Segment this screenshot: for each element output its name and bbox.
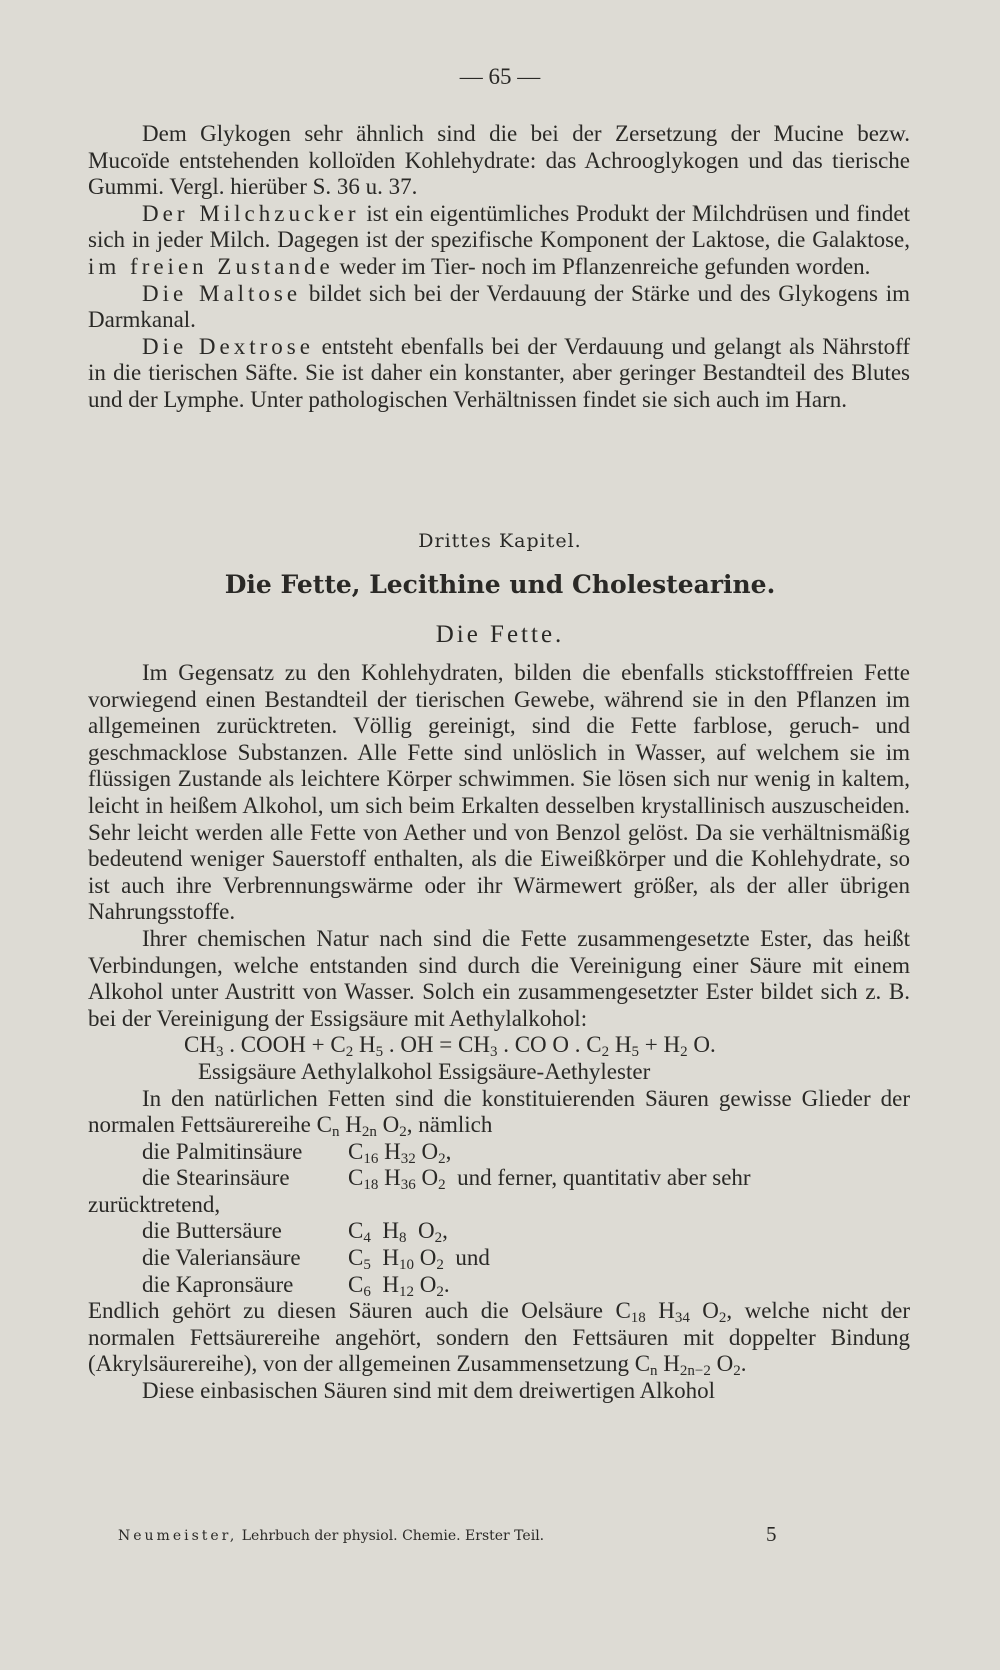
text-segment: entsteht ebenfalls bei der Verdauung und gelangt als Nährstoff in die tierischen Säfte. Sie ist daher ein konstanter, aber geringer Bestandteil des Blutes und der Lymphe. Unter pathologischen Verhältnissen findet sie sich auch im Harn.	[88, 333, 910, 412]
term-dextrose: Die Dextrose	[142, 333, 314, 359]
chapter-title: Die Fette, Lecithine und Cholestearine.	[224, 570, 776, 599]
paragraph-chemische-natur: Ihrer chemischen Natur nach sind die Fette zusammengesetzte Ester, das heißt Verbindungen, welche entstanden sind durch die Vereinigung einer Säure mit einem Alkohol unter Austritt von Wasser. Solch ein zusammengesetzter Ester bildet sich z. B. bei der Vereinigung der Essigsäure mit Aethylalkohol:	[88, 925, 910, 1031]
acid-stearin: die Stearinsäure $C_{18}$ $H_{36}$ $O_2$ und ferner, quantitativ aber sehr	[142, 1165, 751, 1194]
main-text-block	[88, 660, 910, 1405]
paragraph-milchzucker	[88, 201, 910, 281]
acid-valerian: die Valeriansäure $C_5$ $H_{10}$ $O_2$ und	[142, 1245, 490, 1274]
top-text-block	[88, 121, 910, 414]
section-title: Die Fette.	[435, 621, 565, 648]
footer-book-title: Lehrbuch der physiol. Chemie. Erster Teil.	[241, 1528, 545, 1544]
text-segment: , welche nicht der normalen Fettsäurereihe angehört, sondern den Fettsäuren mit doppelter Bindung (Akrylsäurereihe), von der allgemeinen Zusammensetzung	[88, 1298, 910, 1377]
acid-name: die Kapronsäure	[142, 1271, 294, 1297]
text-segment: In den natürlichen Fetten sind die konstituierenden Säuren gewisse Glieder der normalen Fettsäurereihe	[88, 1085, 910, 1138]
page-number: — 65 —	[459, 64, 541, 89]
text-segment: und	[455, 1245, 490, 1271]
paragraph-konstituierende-saeuren: In den natürlichen Fetten sind die konstituierenden Säuren gewisse Glieder der normalen Fettsäurereihe $C_n$ $H_{2n}$ $O_2$, nämlich	[88, 1085, 910, 1141]
text-segment: und ferner, quantitativ aber sehr	[457, 1165, 751, 1191]
text-segment: weder im Tier- noch im Pflanzenreiche gefunden worden.	[333, 253, 871, 279]
equation-names: Essigsäure Aethylalkohol Essigsäure-Aethylester	[198, 1058, 651, 1084]
text-segment: ist ein eigentümliches Produkt der Milchdrüsen und findet sich in jeder Milch. Dagegen ist der spezifische Komponent der Laktose, die Galaktose,	[88, 200, 911, 253]
footer-imprint	[118, 1528, 794, 1544]
text-continuation: zurücktretend,	[88, 1191, 221, 1217]
paragraph-maltose	[88, 281, 910, 334]
text-segment: , nämlich	[406, 1112, 493, 1138]
acid-name: die Valeriansäure	[142, 1245, 301, 1271]
text-segment: Endlich gehört zu diesen Säuren auch die Oelsäure	[88, 1298, 603, 1324]
signature-mark: 5	[766, 1522, 777, 1546]
acid-kapron: die Kapronsäure $C_6$ $H_{12}$ $O_2$.	[142, 1271, 450, 1300]
paragraph-einbasische-saeuren: Diese einbasischen Säuren sind mit dem dreiwertigen Alkohol	[142, 1378, 715, 1404]
acid-palmitin: die Palmitinsäure $C_{16}$ $H_{32}$ $O_2$,	[142, 1138, 452, 1167]
term-maltose: Die Maltose	[142, 280, 302, 306]
footer-author: Neumeister,	[118, 1528, 238, 1544]
paragraph-glykogen: Dem Glykogen sehr ähnlich sind die bei der Zersetzung der Mucine bezw. Mucoïde entstehenden kolloïden Kohlehydrate: das Achrooglykogen und das tierische Gummi. Vergl. hierüber S. 36 u. 37.	[88, 121, 910, 200]
equation: $CH_3$ . COOH + $C_2$ $H_5$ . OH = $CH_3$ . CO O . $C_2$ $H_5 + H_2$ O.	[184, 1032, 716, 1061]
chapter-label: Drittes Kapitel.	[418, 530, 582, 552]
acid-name: die Buttersäure	[142, 1218, 282, 1244]
paragraph-fette: Im Gegensatz zu den Kohlehydraten, bilden die ebenfalls stickstofffreien Fette vorwiegend einen Bestandteil der tierischen Gewebe, während sie in den Pflanzen im allgemeinen zurücktreten. Völlig gereinigt, sind die Fette farblose, geruch- und geschmacklose Substanzen. Alle Fette sind unlöslich in Wasser, auf welchem sie im flüssigen Zustande als leichtere Körper schwimmen. Sie lösen sich nur wenig in kaltem, leicht in heißem Alkohol, um sich beim Erkalten desselben krystallinisch auszuscheiden. Sehr leicht werden alle Fette von Aether und von Benzol gelöst. Da sie verhältnismäßig bedeutend weniger Sauerstoff enthalten, als die Eiweißkörper und die Kohlehydrate, so ist auch ihre Verbrennungswärme oder ihr Wärmewert größer, als der aller übrigen Nahrungsstoffe.	[88, 660, 910, 925]
emphasis-freien-zustande: im freien Zustande	[88, 253, 334, 279]
acid-name: die Stearinsäure	[142, 1165, 290, 1191]
term-milchzucker: Der Milchzucker	[142, 200, 360, 226]
paragraph-oelsaeure: Endlich gehört zu diesen Säuren auch die Oelsäure $C_{18}$ $H_{34}$ $O_2$, welche nicht der normalen Fettsäurereihe angehört, sondern den Fettsäuren mit doppelter Bindung (Akrylsäurereihe), von der allgemeinen Zusammensetzung $C_n$ $H_{2n-2}$ $O_2$.	[88, 1298, 910, 1380]
acid-butter: die Buttersäure $C_4$ $H_8$ $O_2$,	[142, 1218, 448, 1247]
paragraph-dextrose	[88, 334, 910, 414]
text-segment: bildet sich bei der Verdauung der Stärke und des Glykogens im Darmkanal.	[88, 280, 910, 333]
acid-name: die Palmitinsäure	[142, 1138, 303, 1164]
